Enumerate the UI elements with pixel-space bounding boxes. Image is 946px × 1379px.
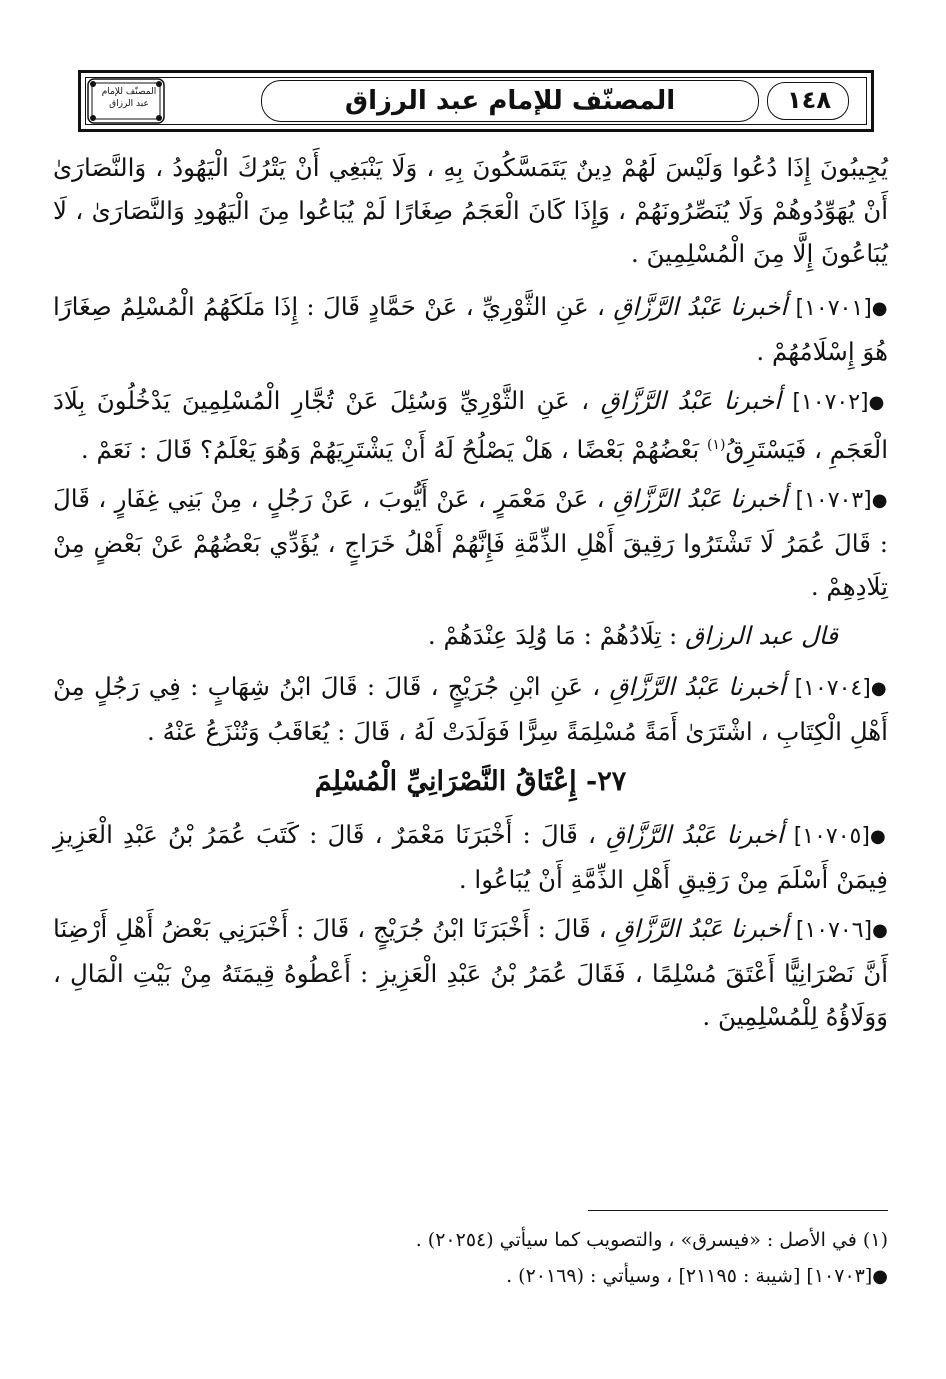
hadith-number: [١٠٧٠٦] (795, 918, 873, 944)
footnote-divider (588, 1210, 888, 1211)
hadith-10702 (53, 379, 888, 471)
note-label: قال عبد الرزاق (685, 621, 838, 651)
bullet-icon: ● (872, 1266, 888, 1287)
hadith-number: [١٠٧٠٣] (795, 488, 872, 514)
narration-opening: أخبرنا عَبْدُ الرَّزَّاقِ (613, 292, 788, 321)
hadith-text: ، عَنْ مَعْمَرٍ ، عَنْ أَيُّوبَ ، عَنْ رَجُلٍ ، مِنْ بَنِي غِفَارٍ ، قَالَ : قَالَ عُمَرُ لَا تَشْتَرُوا رَقِيقَ أَهْلِ الذِّمَّةِ فَإِنَّهُمْ أَهْلُ خَرَاجٍ ، يُؤَدِّي بَعْضُهُمْ عَنْ بَعْضٍ مِنْ تِلَادِهِمْ . (53, 484, 888, 602)
footnote-marker[interactable]: (١) (706, 437, 726, 453)
paragraph-continuation (53, 146, 888, 275)
editor-note (53, 614, 838, 657)
hadith-number: [١٠٧٠٥] (793, 824, 870, 850)
hadith-10701 (53, 285, 888, 373)
footnote-1: (١) في الأصل : «فيسرق» ، والتصويب كما سيأتي (٢٠٢٥٤) . (415, 1229, 888, 1251)
book-title: المصنّف للإمام عبد الرزاق (344, 86, 676, 116)
hadith-text: ، قَالَ : أَخْبَرَنَا مَعْمَرٌ ، قَالَ : كَتَبَ عُمَرُ بْنُ عَبْدِ الْعَزِيزِ فِيمَنْ أَسْلَمَ مِنْ رَقِيقِ أَهْلِ الذِّمَّةِ أَنْ يُبَاعُوا . (53, 820, 888, 895)
hadith-10706 (53, 907, 888, 1038)
footnote-2-text: [١٠٧٠٣] [شيبة : ٢١١٩٥] ، وسيأتي : (٢٠١٦٩) . (506, 1265, 873, 1287)
hadith-10705 (53, 813, 888, 901)
narration-opening: أخبرنا عَبْدُ الرَّزَّاقِ (600, 386, 781, 415)
seal-ornament-icon (87, 78, 165, 124)
bullet-icon: ● (872, 920, 888, 942)
hadith-10703 (53, 477, 888, 608)
narration-opening: أخبرنا عَبْدُ الرَّزَّاقِ (612, 484, 788, 514)
page-header (78, 70, 874, 132)
bullet-icon: ● (868, 392, 889, 413)
hadith-text: ، عَنِ الثَّوْرِيِّ وَسُئِلَ عَنْ تُجَّارِ الْمُسْلِمِينَ يَدْخُلُونَ بِلَادَ الْعَجَمِ ، فَيَسْتَرِقُ (53, 386, 888, 465)
hadith-text: ، عَنِ الثَّوْرِيِّ ، عَنْ حَمَّادٍ قَالَ : إِذَا مَلَكَهُمُ الْمُسْلِمُ صِغَارًا هُوَ إِسْلَامُهُمْ . (53, 292, 888, 366)
narration-opening: أخبرنا عَبْدُ الرَّزَّاقِ (614, 914, 788, 944)
page-number: ١٤٨ (787, 86, 831, 114)
bullet-icon: ● (870, 678, 888, 700)
bullet-icon: ● (871, 298, 888, 319)
bullet-icon: ● (869, 826, 888, 848)
section-heading: ٢٧- إِعْتَاقُ النَّصْرَانِيِّ الْمُسْلِمَ (314, 766, 627, 798)
note-text: : تِلَادُهُمْ : مَا وُلِدَ عِنْدَهُمْ . (427, 621, 678, 651)
hadith-text: ، عَنِ ابْنِ جُرَيْجٍ ، قَالَ : قَالَ ابْنُ شِهَابٍ : فِي رَجُلٍ مِنْ أَهْلِ الْكِتَابِ ، اشْتَرَىٰ أَمَةً مُسْلِمَةً سِرًّا فَوَلَدَتْ لَهُ ، قَالَ : يُعَاقَبُ وَتُنْزَعُ عَنْهُ . (53, 672, 888, 747)
hadith-10704 (53, 665, 888, 753)
paragraph-text: يُجِيبُونَ إِذَا دُعُوا وَلَيْسَ لَهُمْ دِينٌ يَتَمَسَّكُونَ بِهِ ، وَلَا يَنْبَغِي أَنْ يَتْرُكَ الْيَهُودُ ، وَالنَّصَارَىٰ أَنْ يُهَوِّدُوهُمْ وَلَا يُنَصِّرُونَهُمْ ، وَإِذَا كَانَ الْعَجَمُ صِغَارًا لَمْ يُبَاعُوا مِنَ الْيَهُودِ وَالنَّصَارَىٰ ، لَا يُبَاعُونَ إِلَّا مِنَ الْمُسْلِمِينَ . (53, 153, 888, 268)
hadith-number: [١٠٧٠٢] (792, 390, 869, 415)
hadith-text: ، قَالَ : أَخْبَرَنَا ابْنُ جُرَيْجٍ ، قَالَ : أَخْبَرَنِي بَعْضُ أَهْلِ أَرْضِنَا أَنَّ نَصْرَانِيًّا أَعْتَقَ مُسْلِمًا ، فَقَالَ عُمَرُ بْنُ عَبْدِ الْعَزِيزِ : أَعْطُوهُ قِيمَتَهُ مِنْ بَيْتِ الْمَالِ ، وَوَلَاؤُهُ لِلْمُسْلِمِينَ . (53, 914, 888, 1032)
bullet-icon: ● (871, 490, 889, 512)
main-content (53, 146, 888, 1044)
seal-text: المصنّف للإمام عبد الرزاق (101, 87, 157, 109)
narration-opening: أخبرنا عَبْدُ الرَّزَّاقِ (605, 820, 784, 850)
hadith-text-continued: بَعْضُهُمْ بَعْضًا ، هَلْ يَصْلُحُ لَهُ أَنْ يَشْتَرِيَهُمْ وَهُوَ يَعْلَمُ؟ قَالَ : نَعَمْ . (80, 435, 700, 465)
hadith-number: [١٠٧٠٤] (794, 676, 871, 702)
footnote-2 (53, 1258, 888, 1295)
footnotes (53, 1222, 888, 1295)
narration-opening: أخبرنا عَبْدُ الرَّزَّاقِ (609, 672, 786, 702)
hadith-number: [١٠٧٠١] (795, 296, 872, 321)
